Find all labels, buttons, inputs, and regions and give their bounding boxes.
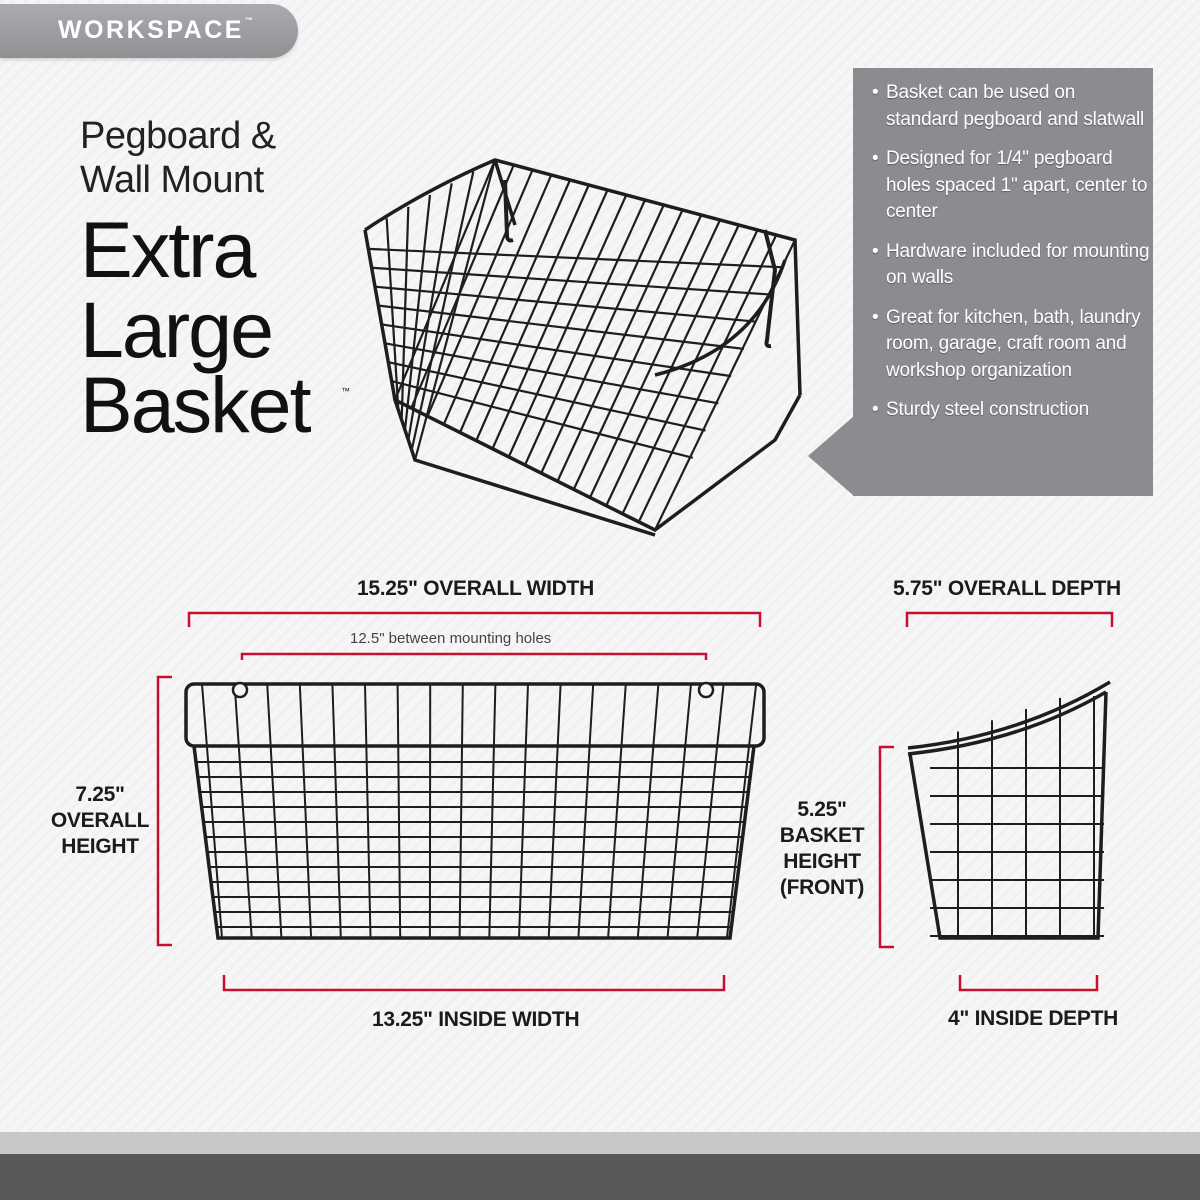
front-wire-vertical (235, 684, 252, 938)
mounting-hole-icon (233, 683, 247, 697)
inside-depth-label: 4" INSIDE DEPTH (948, 1007, 1118, 1030)
feature-item: • Hardware included for mounting on walls (872, 240, 1150, 288)
overall-depth-line (907, 613, 1112, 627)
brand-name: WORKSPACE™ (58, 16, 253, 44)
front-wire-vertical (460, 684, 463, 938)
title-line-basket: Basket (80, 360, 310, 449)
inside-depth-line (960, 975, 1097, 990)
feature-item: • Sturdy steel construction (868, 397, 1150, 424)
overall-height-line (158, 677, 172, 945)
basket-height-label: 5.25" BASKET HEIGHT (FRONT) (779, 798, 865, 899)
feature-item: • Designed for 1/4" pegboard holes spaced 1" apart, center to center (872, 148, 1148, 222)
bullet-icon: • (872, 82, 879, 103)
bullet-icon: • (872, 148, 879, 169)
front-wire-vertical (300, 684, 311, 938)
footer-band-dark (0, 1154, 1200, 1200)
front-wire-vertical (365, 684, 371, 938)
front-wire-vertical (267, 684, 281, 938)
feature-item: • Great for kitchen, bath, laundry room, garage, craft room and workshop organization (872, 306, 1141, 381)
title-line-wall-mount: Wall Mount (80, 159, 264, 201)
front-wire-vertical (549, 684, 561, 938)
title-line-extra: Extra (80, 205, 255, 294)
title-trademark: ™ (341, 386, 350, 396)
mounting-hole-icon (699, 683, 713, 697)
title-line-large: Large (80, 285, 273, 374)
front-wire-vertical (489, 684, 495, 938)
front-wire-vertical (578, 684, 593, 938)
title-line-pegboard: Pegboard & (80, 115, 276, 157)
front-wire-vertical (727, 684, 756, 938)
overall-height-label: 7.25" OVERALL HEIGHT (50, 783, 150, 858)
basket-side-view (900, 676, 1125, 951)
front-wire-vertical (398, 684, 401, 938)
overall-depth-label: 5.75" OVERALL DEPTH (893, 577, 1121, 600)
brand-trademark: ™ (244, 16, 253, 25)
front-wire-vertical (697, 684, 723, 938)
front-wire-vertical (608, 684, 626, 938)
bullet-icon: • (872, 240, 879, 262)
front-wire-vertical (519, 684, 528, 938)
inside-width-label: 13.25" INSIDE WIDTH (372, 1008, 580, 1031)
mounting-holes-label: 12.5" between mounting holes (350, 630, 552, 647)
mounting-holes-line (242, 654, 706, 660)
front-wire-vertical (638, 684, 659, 938)
front-wire-vertical (332, 684, 340, 938)
overall-width-line (189, 613, 760, 627)
footer-band-light (0, 1132, 1200, 1154)
basket-front-view (180, 676, 770, 946)
basket-height-line (880, 747, 894, 947)
feature-item: • Basket can be used on standard pegboard and slatwall (872, 82, 1145, 130)
front-wire-vertical (668, 684, 692, 938)
bullet-icon: • (872, 306, 879, 328)
overall-width-label: 15.25" OVERALL WIDTH (357, 577, 594, 600)
inside-width-line (224, 975, 724, 990)
bullet-icon: • (872, 399, 879, 420)
